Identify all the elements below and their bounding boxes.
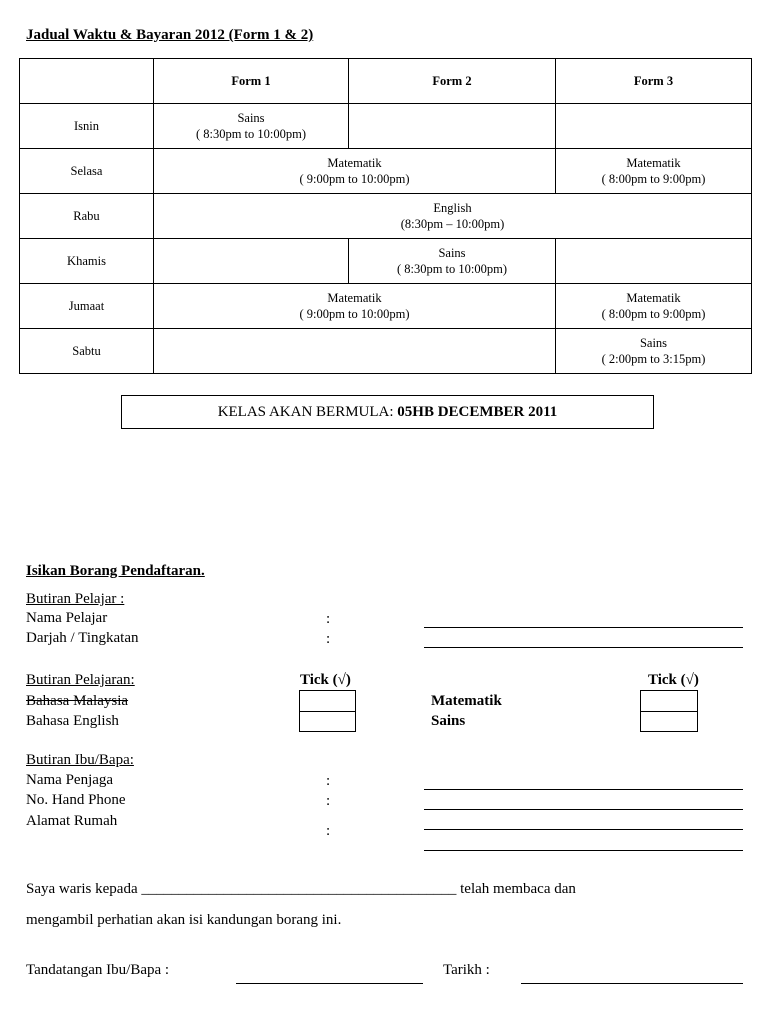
class-start-box <box>121 395 654 429</box>
ward-name-blank[interactable]: __________________________________________ <box>141 881 457 897</box>
address-field-line2[interactable] <box>424 850 743 851</box>
day-cell: Rabu <box>20 194 154 239</box>
day-cell: Sabtu <box>20 329 154 374</box>
student-name-field[interactable] <box>424 627 743 628</box>
day-cell: Jumaat <box>20 284 154 329</box>
class-time: ( 9:00pm to 10:00pm) <box>299 307 410 321</box>
student-name-colon: : <box>326 611 331 627</box>
table-row <box>20 149 752 194</box>
subject-science-label: Sains <box>431 713 466 729</box>
class-time: ( 2:00pm to 3:15pm) <box>601 352 706 366</box>
class-time: ( 8:30pm to 10:00pm) <box>396 262 508 276</box>
class-subject: Matematik <box>626 156 681 170</box>
table-row <box>20 284 752 329</box>
guardian-name-colon: : <box>326 773 331 789</box>
declaration-end: telah membaca dan <box>460 881 576 897</box>
document-title: Jadual Waktu & Bayaran 2012 (Form 1 & 2) <box>26 27 314 43</box>
address-field-line1[interactable] <box>424 829 743 830</box>
date-label: Tarikh : <box>443 962 490 978</box>
student-grade-field[interactable] <box>424 647 743 648</box>
declaration-start: Saya waris kepada <box>26 881 138 897</box>
phone-label: No. Hand Phone <box>26 792 126 808</box>
timetable-header-row <box>20 59 752 104</box>
class-subject: Matematik <box>327 156 382 170</box>
address-label: Alamat Rumah <box>26 813 118 829</box>
class-subject: Matematik <box>626 291 681 305</box>
empty-cell <box>556 239 752 284</box>
class-subject: Sains <box>237 111 265 125</box>
empty-cell <box>154 239 349 284</box>
class-subject: Sains <box>438 246 466 260</box>
form-heading: Isikan Borang Pendaftaran. <box>26 563 205 579</box>
tick-label-right: Tick (√) <box>648 672 699 688</box>
class-start-label: KELAS AKAN BERMULA: <box>217 403 394 420</box>
table-row <box>20 104 752 149</box>
table-row <box>20 329 752 374</box>
subject-math-label: Matematik <box>431 693 502 709</box>
class-cell <box>154 194 752 239</box>
header-form1: Form 1 <box>154 59 349 104</box>
declaration-line2: mengambil perhatian akan isi kandungan borang ini. <box>26 912 342 928</box>
phone-colon: : <box>326 793 331 809</box>
header-form2: Form 2 <box>349 59 556 104</box>
class-subject: Matematik <box>327 291 382 305</box>
class-cell <box>556 284 752 329</box>
student-section-heading: Butiran Pelajar : <box>26 591 125 607</box>
declaration-line1 <box>26 881 576 898</box>
student-grade-colon: : <box>326 631 331 647</box>
class-subject: Sains <box>639 336 668 350</box>
student-name-label: Nama Pelajar <box>26 610 108 626</box>
subjects-section-heading: Butiran Pelajaran: <box>26 672 135 688</box>
signature-label: Tandatangan Ibu/Bapa : <box>26 962 170 978</box>
class-cell <box>349 239 556 284</box>
tick-label-left: Tick (√) <box>300 672 351 688</box>
class-cell <box>154 284 556 329</box>
class-time: ( 8:00pm to 9:00pm) <box>601 307 706 321</box>
class-time: ( 8:30pm to 10:00pm) <box>195 127 307 141</box>
signature-field[interactable] <box>236 983 423 984</box>
header-empty <box>20 59 154 104</box>
empty-cell <box>349 104 556 149</box>
day-cell: Isnin <box>20 104 154 149</box>
class-time: (8:30pm – 10:00pm) <box>400 217 505 231</box>
empty-cell <box>556 104 752 149</box>
student-grade-label: Darjah / Tingkatan <box>26 630 139 646</box>
class-subject: English <box>433 201 472 215</box>
address-colon: : <box>326 823 331 839</box>
parent-section-heading: Butiran Ibu/Bapa: <box>26 752 134 768</box>
class-start-date: 05HB DECEMBER 2011 <box>397 403 558 420</box>
class-cell <box>556 149 752 194</box>
class-cell <box>154 149 556 194</box>
tick-box-divider <box>640 711 697 712</box>
class-time: ( 9:00pm to 10:00pm) <box>299 172 410 186</box>
class-cell <box>556 329 752 374</box>
subject-english-label: Bahasa English <box>26 713 119 729</box>
day-cell: Khamis <box>20 239 154 284</box>
day-cell: Selasa <box>20 149 154 194</box>
timetable <box>19 58 752 374</box>
empty-cell <box>154 329 556 374</box>
subject-malay-label: Bahasa Malaysia <box>26 693 129 709</box>
date-field[interactable] <box>521 983 743 984</box>
class-time: ( 8:00pm to 9:00pm) <box>601 172 706 186</box>
tick-box-divider <box>299 711 355 712</box>
phone-field[interactable] <box>424 809 743 810</box>
table-row <box>20 194 752 239</box>
class-cell <box>154 104 349 149</box>
header-form3: Form 3 <box>556 59 752 104</box>
guardian-name-label: Nama Penjaga <box>26 772 114 788</box>
table-row <box>20 239 752 284</box>
guardian-name-field[interactable] <box>424 789 743 790</box>
